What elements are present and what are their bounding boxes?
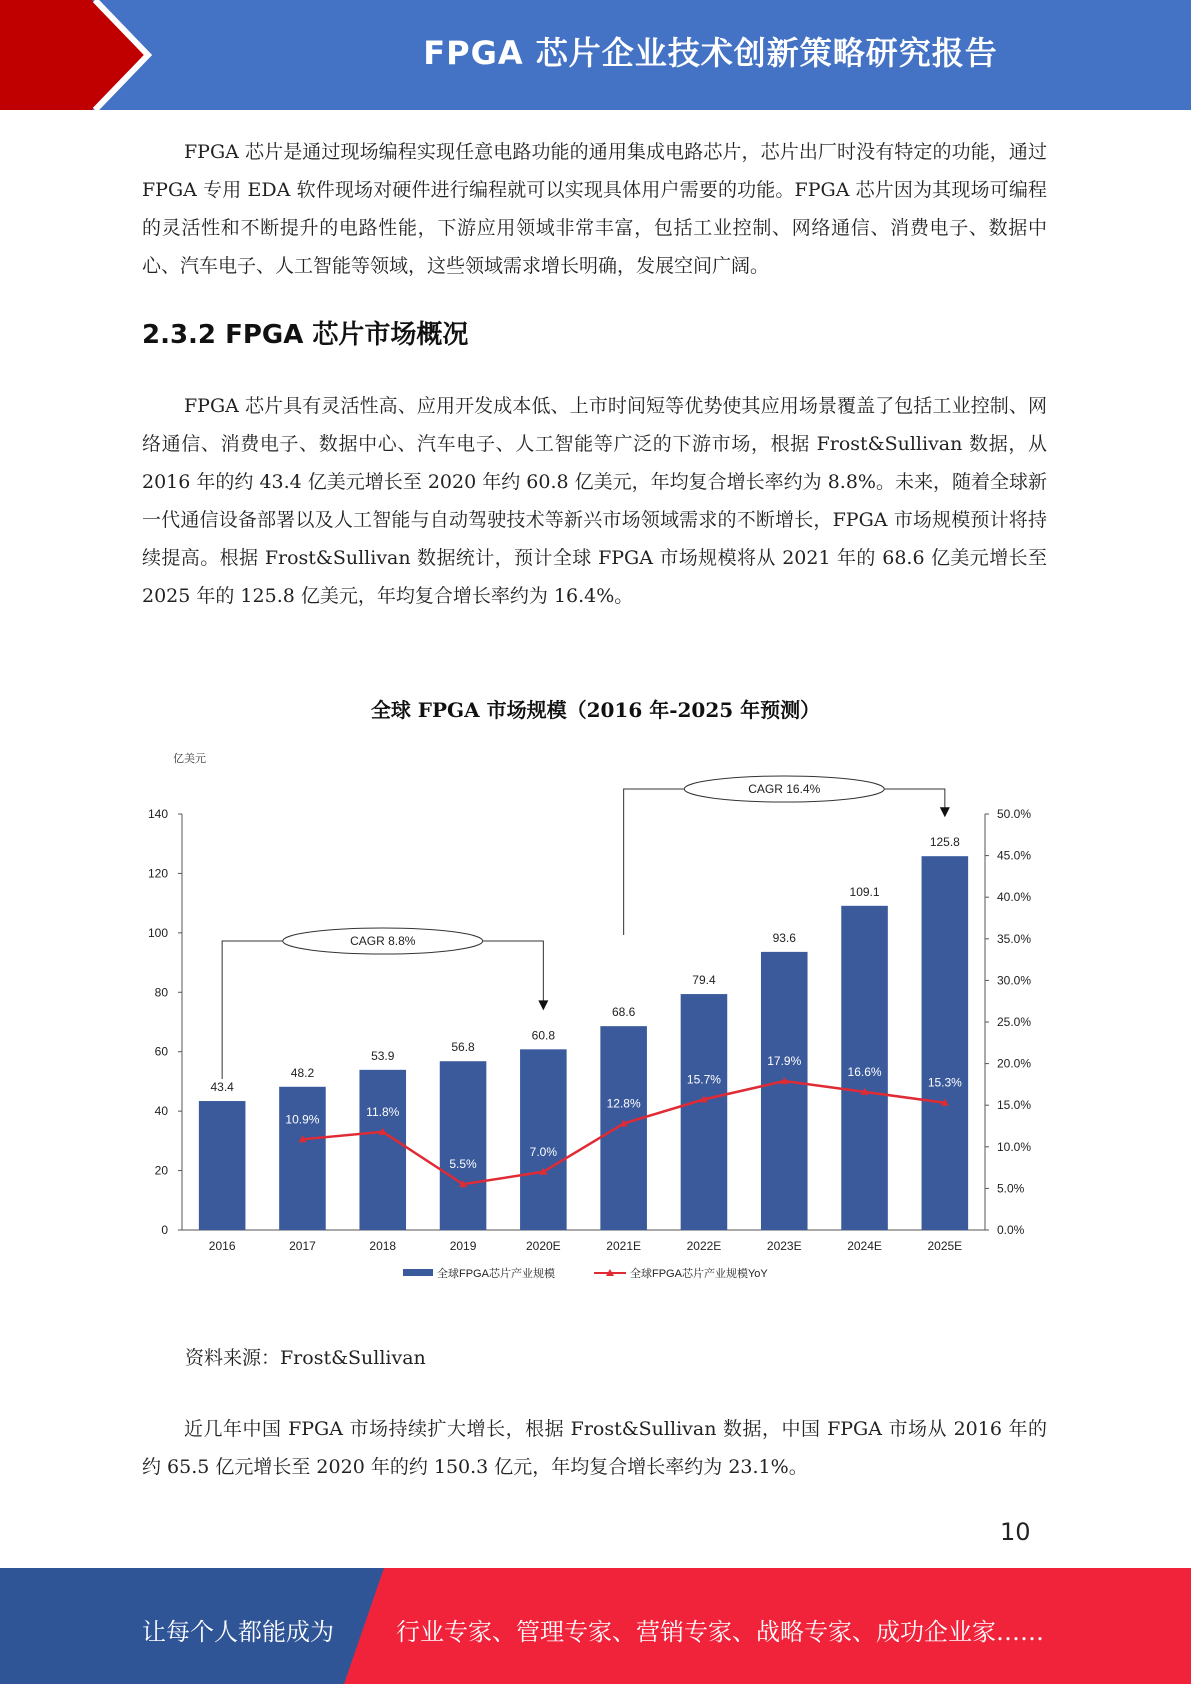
bar-value-label: 109.1 [849,884,880,899]
yoy-value-label: 5.5% [449,1157,477,1172]
chart-title: 全球 FPGA 市场规模（2016 年-2025 年预测） [370,698,821,722]
bar-value-label: 60.8 [531,1028,556,1043]
y-tick-label: 0 [161,1223,168,1237]
yoy-value-label: 10.9% [285,1112,320,1127]
y2-tick-label: 45.0% [997,848,1032,863]
y2-tick-label: 10.0% [997,1139,1032,1154]
bar-value-label: 53.9 [371,1048,395,1063]
bar [279,1087,326,1230]
bar-value-label: 68.6 [611,1005,636,1020]
y-tick-label: 80 [154,985,168,1000]
x-tick-label: 2021E [606,1239,642,1253]
x-tick-label: 2017 [289,1239,316,1253]
bar [440,1061,487,1230]
y2-tick-label: 5.0% [997,1181,1025,1196]
bar [199,1101,246,1230]
y2-tick-label: 50.0% [997,807,1032,821]
y-tick-label: 120 [147,866,168,881]
y-tick-label: 20 [154,1163,168,1178]
bar-value-label: 79.4 [692,973,716,988]
cagr-arrowhead [940,807,950,817]
footer-slogan-left: 让每个人都能成为 [142,1618,334,1646]
x-tick-label: 2022E [686,1239,722,1253]
legend-label-bar: 全球FPGA芯片产业规模 [437,1268,555,1280]
x-tick-label: 2025E [927,1239,963,1253]
yoy-value-label: 7.0% [529,1144,558,1159]
x-tick-label: 2020E [525,1239,561,1253]
footer-slogan-right: 行业专家、管理专家、营销专家、战略专家、成功企业家…… [396,1618,1044,1646]
market-size-chart [140,740,1060,1300]
x-tick-label: 2019 [449,1239,477,1253]
paragraph-china-market: 近几年中国 FPGA 市场持续扩大增长，根据 Frost&Sullivan 数据，中国 FPGA 市场从 2016 年的约 65.5 亿元增长至 2020 年的约 150.3 亿元，年均复合增长率约为 23.1%。 [142,1418,1047,1478]
yoy-value-label: 12.8% [606,1096,641,1111]
bar [761,952,808,1230]
x-tick-label: 2018 [369,1239,397,1253]
y-tick-label: 40 [154,1104,168,1119]
document-title: FPGA 芯片企业技术创新策略研究报告 [423,34,998,72]
bar-value-label: 48.2 [290,1065,315,1080]
legend-label-line: 全球FPGA芯片产业规模YoY [630,1268,768,1280]
y2-tick-label: 0.0% [997,1223,1025,1237]
x-tick-label: 2023E [766,1239,802,1253]
y-tick-label: 140 [147,807,168,821]
header-red-arrow [0,0,148,110]
bar [681,994,728,1230]
bar [600,1026,647,1230]
cagr-label: CAGR 16.4% [748,782,821,796]
yoy-value-label: 16.6% [847,1064,882,1079]
yoy-value-label: 15.7% [686,1072,721,1087]
bar-value-label: 43.4 [210,1080,234,1095]
page-number: 10 [1000,1518,1031,1546]
x-tick-label: 2016 [208,1239,236,1253]
bar [520,1049,567,1230]
x-tick-label: 2024E [847,1239,882,1253]
chart-source: 资料来源：Frost&Sullivan [185,1347,426,1369]
paragraph-intro: FPGA 芯片是通过现场编程实现任意电路功能的通用集成电路芯片，芯片出厂时没有特定的功能，通过 FPGA 专用 EDA 软件现场对硬件进行编程就可以实现具体用户需要的功能。FPGA 芯片因为其现场可编程的灵活性和不断提升的电路性能，下游应用领域非常丰富，包括工业控制、网络通信、消费电子、数据中心、汽车电子、人工智能等领域，这些领域需求增长明确，发展空间广阔。 [142,141,1047,277]
y2-tick-label: 25.0% [997,1015,1032,1029]
bar-value-label: 93.6 [772,930,796,945]
yoy-value-label: 17.9% [767,1054,802,1069]
legend-swatch-bar [403,1269,433,1276]
y2-tick-label: 20.0% [997,1056,1032,1071]
y2-tick-label: 40.0% [997,890,1032,905]
y-tick-label: 100 [147,925,168,940]
cagr-label: CAGR 8.8% [350,934,416,948]
bar [922,856,969,1230]
y-axis-unit-label: 亿美元 [173,752,206,765]
cagr-bracket [624,789,945,935]
bar [359,1070,406,1230]
bar-value-label: 56.8 [451,1040,475,1055]
y-tick-label: 60 [154,1044,168,1059]
y2-tick-label: 15.0% [997,1098,1032,1113]
paragraph-market: FPGA 芯片具有灵活性高、应用开发成本低、上市时间短等优势使其应用场景覆盖了包括工业控制、网络通信、消费电子、数据中心、汽车电子、人工智能等广泛的下游市场，根据 Frost&Sullivan 数据，从 2016 年的约 43.4 亿美元增长至 2020 年约 60.8 亿美元，年均复合增长率约为 8.8%。未来，随着全球新一代通信设备部署以及人工智能与自动驾驶技术等新兴市场领域需求的不断增长，FPGA 市场规模预计将持续提高。根据 Frost&Sullivan 数据统计，预计全球 FPGA 市场规模将从 2021 年的 68.6 亿美元增长至 2025 年的 125.8 亿美元，年均复合增长率约为 16.4%。 [142,395,1047,607]
y2-tick-label: 30.0% [997,973,1032,988]
y2-tick-label: 35.0% [997,931,1032,946]
yoy-value-label: 11.8% [366,1104,400,1119]
bar-value-label: 125.8 [929,835,960,850]
cagr-arrowhead [538,1000,548,1010]
section-heading: 2.3.2 FPGA 芯片市场概况 [142,320,469,350]
yoy-value-label: 15.3% [927,1075,962,1090]
